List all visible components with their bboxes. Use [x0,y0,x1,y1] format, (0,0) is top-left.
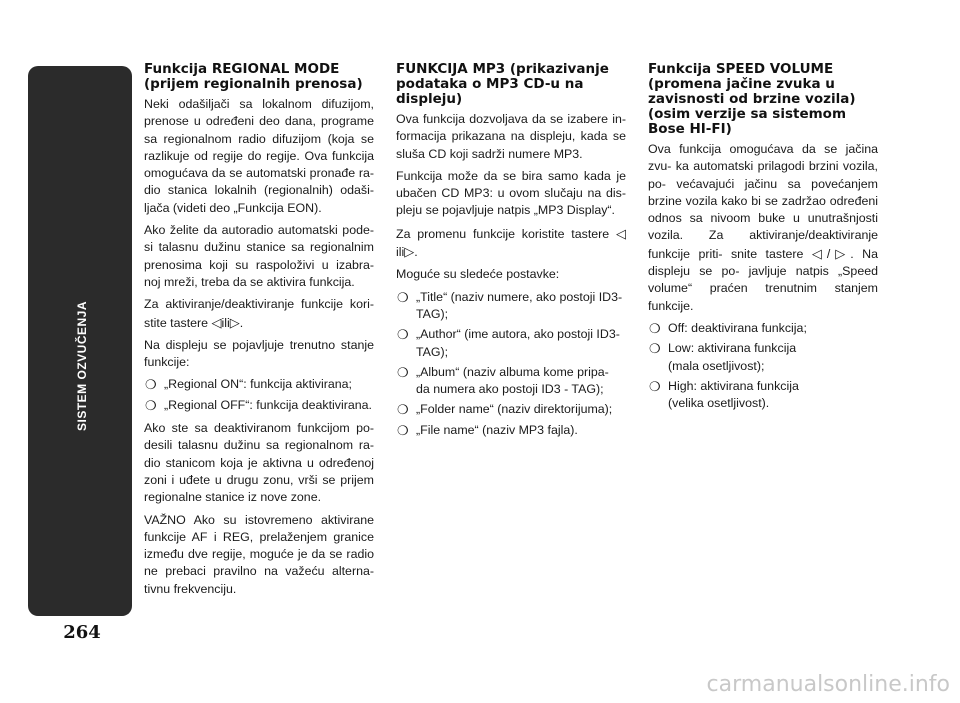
paragraph: Ova funkcija dozvoljava da se izabere in- formacija prikazana na displeju, kada se sluša CD koji sadrži numere MP3. [396,112,626,161]
list-item [396,401,626,418]
list-item-text: „Folder name“ (naziv direktorijuma); [416,402,613,417]
bullet-list [648,320,878,412]
list-item [396,422,626,439]
paragraph: Na displeju se pojavljuje trenutno stanje funkcije: [144,337,374,370]
list-item [396,289,626,324]
circle-bullet-icon: ❍ [397,402,409,418]
paragraph: Funkcija može da se bira samo kada je ubačen CD MP3: u ovom slučaju na dis- pleju se pojavljuje natpis „MP3 Display“. [396,168,626,218]
right-arrow-key-icon: ▷ [830,245,851,261]
circle-bullet-icon: ❍ [145,397,157,413]
paragraph-keys [396,225,626,262]
bullet-list [144,376,374,414]
paragraph: Ako ste sa deaktiviranom funkcijom po- desili talasnu dužinu sa regionalnom ra- dio stanicom koja je aktivna u određenoj zoni i uđete u drugu zonu, vrši se prijem regionalne stanice iz nove zone. [144,421,374,505]
text: / [826,246,831,261]
list-item-text: High: aktivirana funkcija [668,378,799,393]
text: . [414,245,418,260]
section-title-speed-volume: Funkcija SPEED VOLUME (promena jačine zvuka u zavisnosti od brzine vozila) (osim verzije sa sistemom Bose HI-FI) [648,61,856,137]
section-title-regional-mode: Funkcija REGIONAL MODE (prijem regionalnih prenosa) [144,61,363,92]
left-arrow-key-icon: ◁ [811,245,827,261]
side-tab [28,66,132,616]
list-item [396,364,626,399]
list-item [144,376,374,393]
paragraph-keys [648,141,878,315]
right-arrow-key-icon: ▷ [404,244,415,260]
column-regional-mode [144,62,374,603]
text: Za promenu funkcije koristite tastere [396,226,610,241]
list-item [396,326,626,361]
side-tab-label: SISTEM OZVUČENJA [75,300,90,432]
text: . Na displeju se po- javljuje natpis „Speed volume“ praćen trenutnim stanjem funkcije. [648,246,878,313]
column-speed-volume [648,62,878,418]
text: ili [396,245,405,260]
watermark: carmanualsonline.info [706,672,950,697]
list-item-text: Off: deaktivirana funkcija; [668,320,807,335]
list-item-text: „Album“ (naziv albuma kome pripa- da numera ako postoji ID3 - TAG); [416,364,609,397]
list-item-text: „Author“ (ime autora, ako postoji ID3-TAG); [416,327,620,359]
right-arrow-key-icon: ▷ [229,314,240,330]
paragraph: Moguće su sledeće postavke: [396,267,560,282]
list-item-text: Low: aktivirana funkcija [668,341,797,356]
list-item-text: „Regional ON“: funkcija aktivirana; [164,377,353,392]
paragraph-important: VAŽNO Ako su istovremeno aktivirane funkcije AF i REG, prelaženjem granice između dve regije, moguće je da se radio ne prebaci pravilno na važeću alterna- tivnu frekvenciju. [144,512,374,596]
list-item-text: „Regional OFF“: funkcija deaktivirana. [164,397,372,412]
left-arrow-key-icon: ◁ [616,225,626,241]
circle-bullet-icon: ❍ [649,378,661,394]
paragraph-keys [144,296,374,332]
paragraph: Ako želite da autoradio automatski pode- si talasnu dužinu stanice sa regionalnim prenosima koji su raspoloživi u izabra- noj mreži, treba da se aktivira funkcija. [144,223,374,289]
circle-bullet-icon: ❍ [397,422,409,438]
list-item-text: „Title“ (naziv numere, ako postoji ID3-TAG); [416,289,623,321]
list-item-subtext: (velika osetljivost). [668,396,770,411]
bullet-list [396,289,626,439]
text: . [239,315,244,330]
list-item [648,320,878,337]
circle-bullet-icon: ❍ [397,364,409,380]
page-number: 264 [63,622,101,643]
text: ili [221,315,230,330]
left-arrow-key-icon: ◁ [211,314,222,330]
list-item [144,397,374,414]
circle-bullet-icon: ❍ [397,289,409,305]
circle-bullet-icon: ❍ [649,320,661,336]
circle-bullet-icon: ❍ [649,341,661,357]
list-item [648,340,878,375]
list-item [648,378,878,413]
paragraph: Neki odašiljači sa lokalnom difuzijom, prenose u određeni deo dana, programe sa regionalnom radio difuzijom (koja se razlikuje od regije do regije. Ova funkcija omogućava da se automatski pronađe ra- dio stanica lokalnih (regionalnih) odaši- ljača (videti deo „Funkcija EON). [144,97,374,215]
circle-bullet-icon: ❍ [397,327,409,343]
list-item-subtext: (mala osetljivost); [668,358,765,373]
list-item-text: „File name“ (naziv MP3 fajla). [416,422,578,437]
column-mp3 [396,62,626,445]
text: Ova funkcija omogućava da se jačina zvu- ka automatski prilagodi brzini vozila, po- većavajući jačinu sa povećanjem brzine vozila kako bi se zadržao određeni odnos sa nivoom buke u unutrašnjosti vozila. Za aktiviranje/deaktiviranje funkcije priti- snite tastere [648,142,878,261]
circle-bullet-icon: ❍ [145,377,157,393]
section-title-mp3: FUNKCIJA MP3 (prikazivanje podataka o MP3 CD-u na displeju) [396,61,609,107]
text: Za aktiviranje/deaktiviranje funkcije kori- stite tastere [144,297,374,330]
